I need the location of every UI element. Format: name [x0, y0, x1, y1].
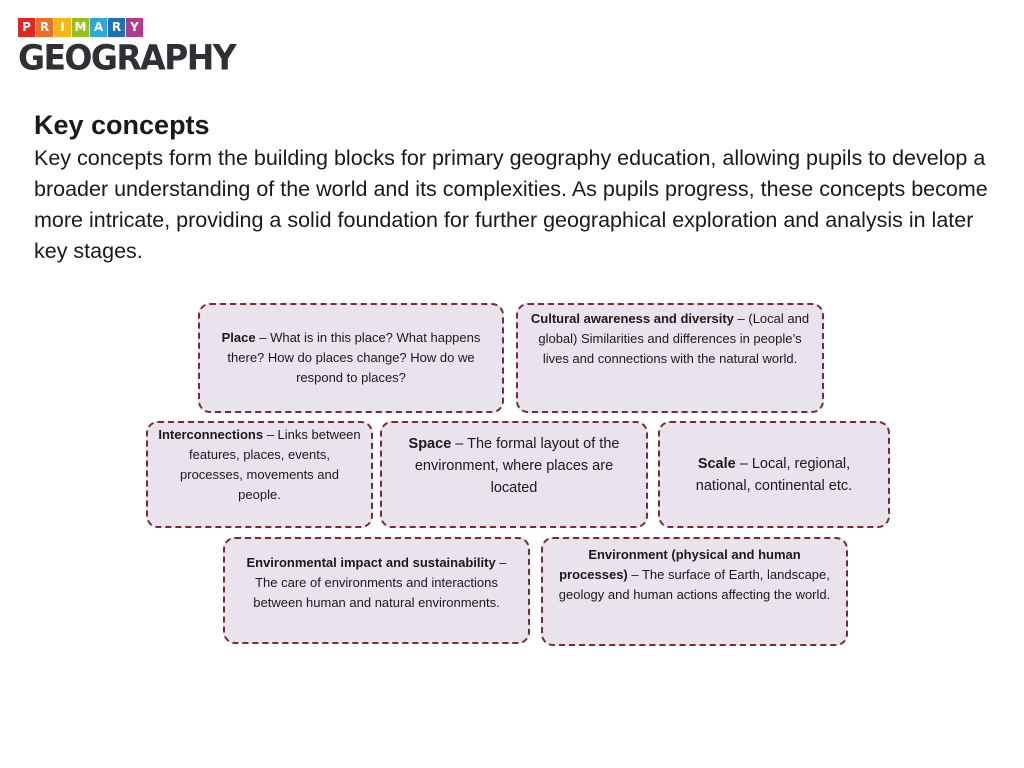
concept-description: – (Local and global) Similarities and differences in people’s lives and connections with the natural world. — [538, 311, 810, 366]
logo-wordmark: GEOGRAPHY — [18, 36, 236, 78]
logo-tile: R — [108, 18, 125, 37]
concept-title: Interconnections — [158, 427, 264, 442]
concept-description: – The care of environments and interactions between human and natural environments. — [253, 555, 507, 610]
concept-box-cultural-awareness — [516, 303, 824, 413]
concept-description: – The formal layout of the environment, where places are located — [414, 436, 620, 496]
logo-tile: A — [90, 18, 107, 37]
logo-tile: R — [36, 18, 53, 37]
concept-description: – The surface of Earth, landscape, geology and human actions affecting the world. — [558, 567, 831, 602]
logo-tile: I — [54, 18, 71, 37]
logo-letter-tiles — [18, 18, 248, 38]
logo-tile: Y — [126, 18, 143, 37]
concept-description: – Links between features, places, events, processes, movements and people. — [180, 427, 361, 502]
concept-box-environmental-impact — [223, 537, 530, 644]
concept-title: Cultural awareness and diversity — [530, 311, 734, 326]
concept-box-interconnections — [146, 421, 373, 528]
concept-title: Place — [221, 330, 256, 345]
concept-box-space — [380, 421, 648, 528]
concept-description: – Local, regional, national, continental etc. — [695, 455, 853, 494]
primary-geography-logo — [18, 18, 248, 80]
concept-title: Space — [408, 436, 452, 452]
page-title: Key concepts — [34, 110, 210, 140]
concept-box-scale — [658, 421, 890, 528]
concept-description: – What is in this place? What happens there? How do places change? How do we respond to places? — [227, 330, 481, 385]
logo-tile: M — [72, 18, 89, 37]
concept-box-place — [198, 303, 504, 413]
intro-paragraph: Key concepts form the building blocks for primary geography education, allowing pupils to develop a broader understanding of the world and its complexities. As pupils progress, these concepts become more intricate, providing a solid foundation for further geographical exploration and analysis in later key stages. — [34, 146, 988, 263]
concept-title: Environment (physical and human processes) — [559, 547, 801, 582]
concept-title: Scale — [697, 455, 736, 472]
concept-title: Environmental impact and sustainability — [246, 555, 496, 570]
concept-box-environment — [541, 537, 848, 646]
logo-tile: P — [18, 18, 35, 37]
